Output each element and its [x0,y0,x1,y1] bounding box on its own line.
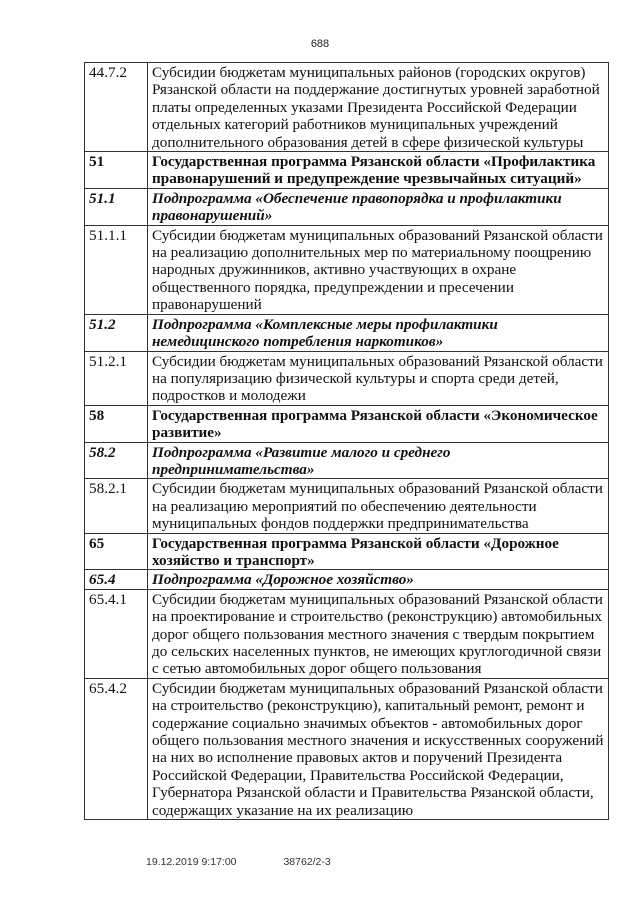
row-code: 58.2 [85,442,148,479]
footer-document-id: 38762/2-3 [283,856,331,868]
row-code: 65 [85,533,148,570]
row-code: 51.2.1 [85,351,148,405]
subprogram-row [85,188,609,225]
row-description: Субсидии бюджетам муниципальных образований Рязанской области на реализацию мероприятий по обеспечению деятельности муниципальных фондов поддержки предпринимательства [148,479,609,533]
page-number: 688 [310,38,330,50]
program-row [85,405,609,442]
row-description: Субсидии бюджетам муниципальных образований Рязанской области на строительство (реконструкцию), капитальный ремонт, ремонт и содержание социально значимых объектов - автомобильных дорог общего пользования местного значения и искусственных сооружений на них во исполнение правовых актов и поручений Президента Российской Федерации, Правительства Российской Федерации, Губернатора Рязанской области и Правительства Рязанской области, содержащих указание на их реализацию [148,678,609,819]
row-description: Подпрограмма «Комплексные меры профилактики немедицинского потребления наркотиков» [148,314,609,351]
row-code: 51.2 [85,314,148,351]
row-description: Субсидии бюджетам муниципальных районов (городских округов) Рязанской области на поддержание достигнутых уровней заработной платы определенных указами Президента Российской Федерации отдельных категорий работников муниципальных учреждений дополнительного образования детей в сфере физической культуры [148,63,609,152]
row-code: 58.2.1 [85,479,148,533]
page-footer [146,856,331,868]
row-code: 44.7.2 [85,63,148,152]
table-row [85,589,609,678]
row-description: Подпрограмма «Дорожное хозяйство» [148,570,609,589]
row-description: Подпрограмма «Обеспечение правопорядка и профилактики правонарушений» [148,188,609,225]
row-code: 51.1 [85,188,148,225]
program-row [85,152,609,189]
row-description: Подпрограмма «Развитие малого и среднего предпринимательства» [148,442,609,479]
table-row [85,63,609,152]
table-row [85,678,609,819]
program-row [85,533,609,570]
table-row [85,351,609,405]
row-code: 65.4.2 [85,678,148,819]
row-description: Субсидии бюджетам муниципальных образований Рязанской области на популяризацию физической культуры и спорта среди детей, подростков и молодежи [148,351,609,405]
subprogram-row [85,314,609,351]
footer-timestamp: 19.12.2019 9:17:00 [146,856,237,868]
row-description: Государственная программа Рязанской области «Профилактика правонарушений и предупреждение чрезвычайных ситуаций» [148,152,609,189]
row-code: 65.4 [85,570,148,589]
row-description: Государственная программа Рязанской области «Дорожное хозяйство и транспорт» [148,533,609,570]
table-body [85,63,609,820]
row-code: 65.4.1 [85,589,148,678]
table-row [85,479,609,533]
table-row [85,225,609,314]
row-description: Субсидии бюджетам муниципальных образований Рязанской области на реализацию дополнительных мер по материальному поощрению народных дружинников, активно участвующих в охране общественного порядка, предупреждении и пресечении правонарушений [148,225,609,314]
row-description: Субсидии бюджетам муниципальных образований Рязанской области на проектирование и строительство (реконструкцию) автомобильных дорог общего пользования местного значения с твердым покрытием до сельских населенных пунктов, не имеющих круглогодичной связи с сетью автомобильных дорог общего пользования [148,589,609,678]
row-code: 51.1.1 [85,225,148,314]
row-code: 51 [85,152,148,189]
subprogram-row [85,442,609,479]
subprogram-row [85,570,609,589]
row-code: 58 [85,405,148,442]
budget-subsidy-table [84,62,609,820]
row-description: Государственная программа Рязанской области «Экономическое развитие» [148,405,609,442]
